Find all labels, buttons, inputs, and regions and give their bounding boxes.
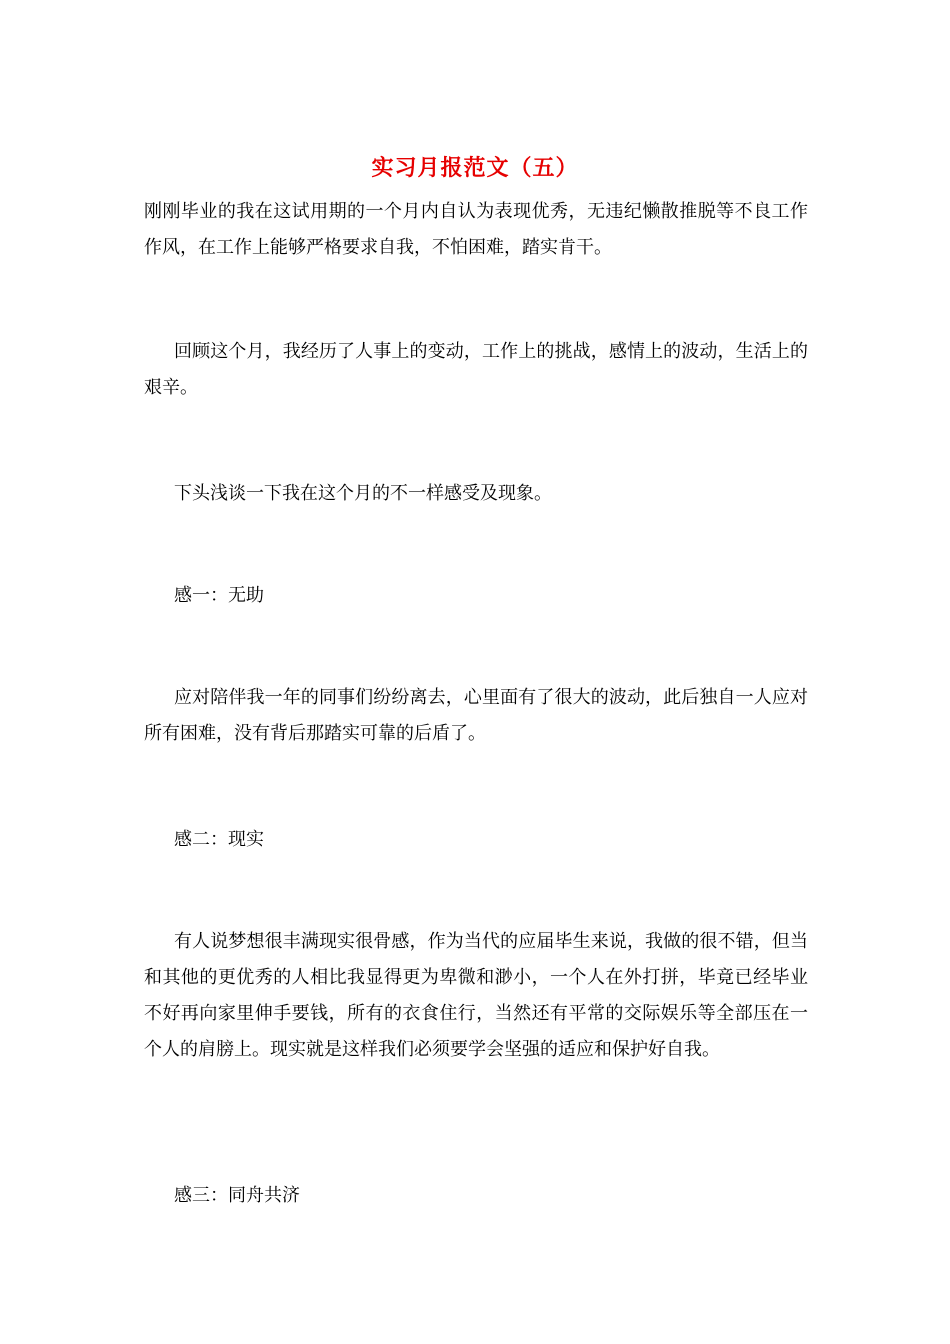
- section-heading-2: 感二：现实: [174, 829, 264, 850]
- section-heading-1: 感一：无助: [174, 585, 264, 606]
- document-title: 实习月报范文（五）: [371, 155, 579, 181]
- paragraph-overview: 下头浅谈一下我在这个月的不一样感受及现象。: [174, 483, 552, 504]
- section-heading-3: 感三：同舟共济: [174, 1185, 300, 1206]
- paragraph-review: 回顾这个月，我经历了人事上的变动，工作上的挑战，感情上的波动，生活上的艰辛。: [144, 341, 808, 398]
- paragraph-intro: 刚刚毕业的我在这试用期的一个月内自认为表现优秀，无违纪懒散推脱等不良工作作风，在工作上能够严格要求自我，不怕困难，踏实肯干。: [144, 201, 808, 258]
- paragraph-reality: 有人说梦想很丰满现实很骨感，作为当代的应届毕生来说，我做的很不错，但当和其他的更优秀的人相比我显得更为卑微和渺小，一个人在外打拼，毕竟已经毕业不好再向家里伸手要钱，所有的衣食住行，当然还有平常的交际娱乐等全部压在一个人的肩膀上。现实就是这样我们必须要学会坚强的适应和保护好自我。: [144, 931, 808, 1060]
- paragraph-helpless: 应对陪伴我一年的同事们纷纷离去，心里面有了很大的波动，此后独自一人应对所有困难，没有背后那踏实可靠的后盾了。: [144, 687, 808, 744]
